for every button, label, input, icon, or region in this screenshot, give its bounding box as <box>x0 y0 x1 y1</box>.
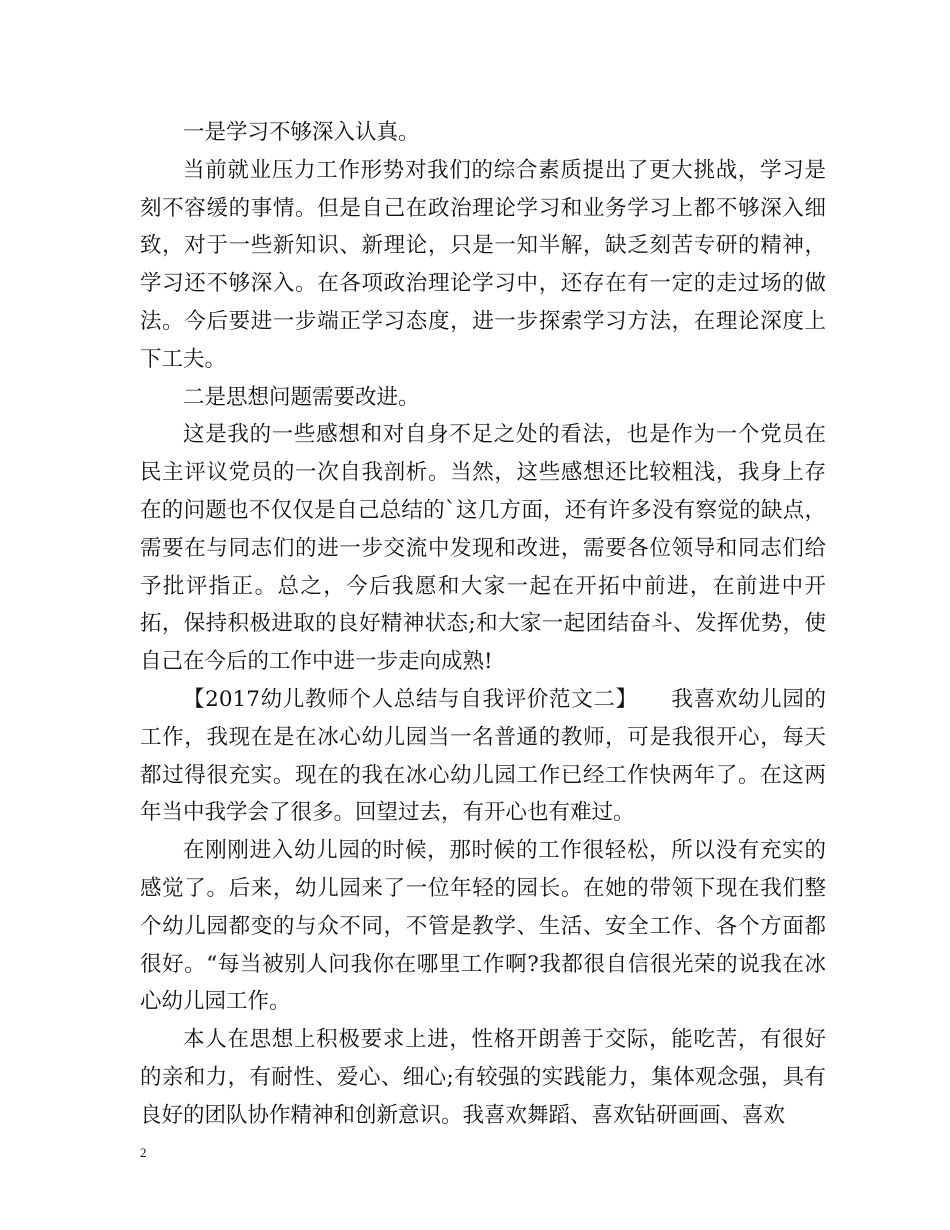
paragraph-5: 【2017幼儿教师个人总结与自我评价范文二】 我喜欢幼儿园的工作，我现在是在冰心幼儿园当一名普通的教师，可是我很开心，每天都过得很充实。现在的我在冰心幼儿园工作已经工作快两年了。在这两年当中我学会了很多。回望过去，有开心也有难过。 <box>140 686 826 826</box>
paragraph-1: 一是学习不够深入认真。 <box>183 120 420 145</box>
document-body <box>140 114 826 1135</box>
paragraph-7: 本人在思想上积极要求上进，性格开朗善于交际，能吃苦，有很好的亲和力，有耐性、爱心、细心;有较强的实践能力，集体观念强，具有良好的团队协作精神和创新意识。我喜欢舞蹈、喜欢钻研画画、喜欢 <box>140 1027 826 1128</box>
paragraph-2: 当前就业压力工作形势对我们的综合素质提出了更大挑战，学习是刻不容缓的事情。但是自己在政治理论学习和业务学习上都不够深入细致，对于一些新知识、新理论，只是一知半解，缺乏刻苦专研的精神，学习还不够深入。在各项政治理论学习中，还存在有一定的走过场的做法。今后要进一步端正学习态度，进一步探索学习方法，在理论深度上下工夫。 <box>140 157 826 372</box>
page-number: 2 <box>140 1145 147 1160</box>
paragraph-3: 二是思想问题需要改进。 <box>183 384 420 410</box>
paragraph-4: 这是我的一些感想和对自身不足之处的看法，也是作为一个党员在民主评议党员的一次自我剖析。当然，这些感想还比较粗浅，我身上存在的问题也不仅仅是自己总结的`这几方面，还有许多没有察觉的缺点，需要在与同志们的进一步交流中发现和改进，需要各位领导和同志们给予批评指正。总之，今后我愿和大家一起在开拓中前进，在前进中开拓，保持积极进取的良好精神状态;和大家一起团结奋斗、发挥优势，使自己在今后的工作中进一步走向成熟! <box>140 422 826 675</box>
paragraph-6: 在刚刚进入幼儿园的时候，那时候的工作很轻松，所以没有充实的感觉了。后来，幼儿园来了一位年轻的园长。在她的带领下现在我们整个幼儿园都变的与众不同，不管是教学、生活、安全工作、各个方面都很好。“每当被别人问我你在哪里工作啊?我都很自信很光荣的说我在冰心幼儿园工作。 <box>140 838 826 1015</box>
